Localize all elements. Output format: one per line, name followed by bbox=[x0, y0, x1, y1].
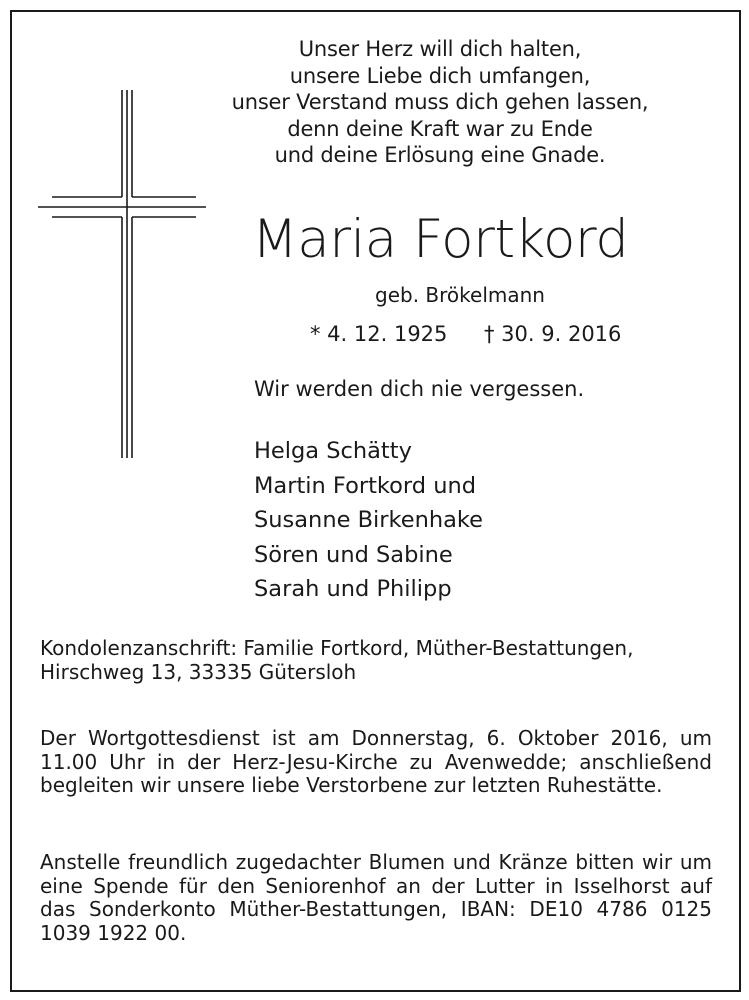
deceased-name: Maria Fortkord bbox=[252, 209, 629, 270]
poem-line: und deine Erlösung eine Gnade. bbox=[274, 143, 606, 167]
poem-line: unser Verstand muss dich gehen lassen, bbox=[231, 90, 649, 114]
death-date: † 30. 9. 2016 bbox=[484, 322, 622, 346]
birth-date: * 4. 12. 1925 bbox=[310, 322, 448, 346]
cross-icon bbox=[38, 90, 208, 460]
condolence-line: Hirschweg 13, 33335 Gütersloh bbox=[40, 659, 357, 684]
poem-line: denn deine Kraft war zu Ende bbox=[287, 116, 593, 141]
maiden-name: geb. Brökelmann bbox=[375, 283, 545, 307]
condolence-line: Kondolenzanschrift: Familie Fortkord, Müther-Bestattungen, bbox=[40, 636, 634, 660]
mourner: Susanne Birkenhake bbox=[254, 507, 483, 534]
poem-line: Unser Herz will dich halten, bbox=[298, 37, 582, 61]
poem-line: unsere Liebe dich umfangen, bbox=[289, 63, 591, 88]
farewell-quote: Wir werden dich nie vergessen. bbox=[254, 377, 585, 401]
mourner: Sarah und Philipp bbox=[254, 576, 452, 603]
mourner: Sören und Sabine bbox=[254, 541, 453, 568]
service-notice: Der Wortgottesdienst ist am Donnerstag, 6. Oktober 2016, um 11.00 Uhr in der Herz-Jesu-Kirche zu Avenwedde; anschließend begleiten wir unsere liebe Verstorbene zur letzten Ruhestätte. bbox=[40, 726, 712, 797]
mourners-list bbox=[254, 434, 483, 607]
donation-notice: Anstelle freundlich zugedachter Blumen und Kränze bitten wir um eine Spende für den Seniorenhof an der Lutter in Isselhorst auf das Sonderkonto Müther-Bestattungen, IBAN: DE10 4786 0125 1039 1922 00. bbox=[40, 850, 712, 945]
mourner: Helga Schätty bbox=[254, 438, 412, 464]
poem bbox=[220, 36, 660, 169]
condolence-address bbox=[40, 637, 712, 684]
mourner: Martin Fortkord und bbox=[254, 472, 477, 499]
